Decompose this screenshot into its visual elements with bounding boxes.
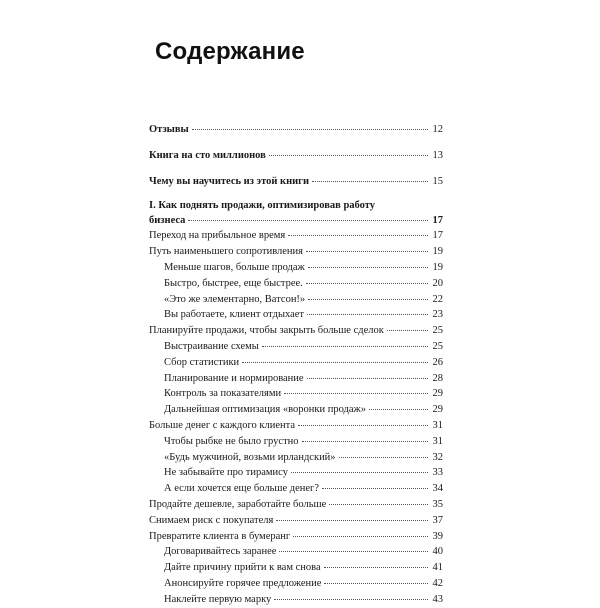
toc-page-number: 39 bbox=[432, 530, 443, 542]
toc-entry[interactable] bbox=[149, 355, 443, 371]
toc-entry[interactable] bbox=[149, 339, 443, 355]
toc-entry-label: Быстро, быстрее, еще быстрее. bbox=[164, 277, 303, 289]
toc-entry[interactable] bbox=[149, 386, 443, 402]
toc-entry[interactable] bbox=[149, 307, 443, 323]
dot-leader bbox=[306, 282, 428, 284]
toc-page-number: 26 bbox=[432, 356, 443, 368]
toc-entry[interactable] bbox=[149, 450, 443, 466]
toc-page-number: 23 bbox=[432, 309, 443, 321]
dot-leader bbox=[322, 487, 428, 489]
toc-entry-label: Планирование и нормирование bbox=[164, 372, 304, 384]
toc-entry[interactable] bbox=[149, 544, 443, 560]
toc-entry-label: Дальнейшая оптимизация «воронки продаж» bbox=[164, 404, 367, 416]
toc-entry-label: Чтобы рыбке не было грустно bbox=[164, 435, 299, 447]
dot-leader bbox=[262, 345, 428, 347]
toc-page-number: 33 bbox=[432, 467, 443, 479]
toc-page-number: 42 bbox=[432, 577, 443, 589]
toc-entry-hundred-million-book[interactable] bbox=[149, 148, 443, 164]
toc-page-number: 12 bbox=[432, 124, 443, 135]
toc-entry-label: Переход на прибыльное время bbox=[149, 230, 286, 242]
dot-leader bbox=[307, 313, 428, 315]
dot-leader bbox=[339, 456, 428, 458]
toc-entry[interactable] bbox=[149, 371, 443, 387]
toc-entry-label: Вы работаете, клиент отдыхает bbox=[164, 309, 305, 321]
toc-entry[interactable] bbox=[149, 418, 443, 434]
toc-entry-label: Договаривайтесь заранее bbox=[164, 546, 277, 558]
toc-entry[interactable] bbox=[149, 560, 443, 576]
dot-leader bbox=[324, 582, 428, 584]
toc-entry[interactable] bbox=[149, 513, 443, 529]
toc-page-number: 31 bbox=[432, 419, 443, 431]
toc-page-number: 34 bbox=[432, 483, 443, 495]
dot-leader bbox=[274, 598, 428, 600]
toc-page-number: 29 bbox=[432, 388, 443, 400]
toc-page-number: 41 bbox=[432, 562, 443, 574]
toc-entry-label: Сбор статистики bbox=[164, 356, 240, 368]
toc-entry[interactable] bbox=[149, 276, 443, 292]
dot-leader bbox=[288, 234, 428, 236]
toc-page-number: 37 bbox=[432, 514, 443, 526]
toc-page-number: 22 bbox=[432, 293, 443, 305]
toc-entry-label: Превратите клиента в бумеранг bbox=[149, 530, 291, 542]
toc-entry-label: Отзывы bbox=[149, 124, 189, 135]
toc-page-number: 40 bbox=[432, 546, 443, 558]
toc-entry-list bbox=[149, 228, 443, 607]
toc-page-number: 43 bbox=[432, 593, 443, 605]
dot-leader bbox=[312, 180, 428, 182]
toc-entry-label: Контроль за показателями bbox=[164, 388, 282, 400]
dot-leader bbox=[307, 377, 428, 379]
toc-page-number: 19 bbox=[432, 246, 443, 258]
page-title: Содержание bbox=[155, 38, 305, 65]
toc-entry-label: Выстраивание схемы bbox=[164, 340, 259, 352]
toc-entry-label: Путь наименьшего сопротивления bbox=[149, 246, 303, 258]
dot-leader bbox=[188, 219, 428, 221]
toc-entry[interactable] bbox=[149, 434, 443, 450]
toc-entry[interactable] bbox=[149, 260, 443, 276]
dot-leader bbox=[369, 408, 428, 410]
toc-entry[interactable] bbox=[149, 292, 443, 308]
toc-page-number: 19 bbox=[432, 261, 443, 273]
toc-entry[interactable] bbox=[149, 465, 443, 481]
dot-leader bbox=[242, 361, 428, 363]
toc-entry-reviews[interactable] bbox=[149, 122, 443, 138]
dot-leader bbox=[302, 440, 428, 442]
toc-entry[interactable] bbox=[149, 481, 443, 497]
toc-entry-what-you-learn[interactable] bbox=[149, 174, 443, 190]
toc-entry[interactable] bbox=[149, 323, 443, 339]
toc-page-number: 31 bbox=[432, 435, 443, 447]
dot-leader bbox=[276, 519, 428, 521]
toc-page-number: 17 bbox=[432, 230, 443, 242]
toc-page-number: 29 bbox=[432, 404, 443, 416]
dot-leader bbox=[269, 154, 428, 156]
toc-entry-label: Продайте дешевле, заработайте больше bbox=[149, 498, 327, 510]
toc-entry[interactable] bbox=[149, 497, 443, 513]
toc-page-number: 32 bbox=[432, 451, 443, 463]
dot-leader bbox=[279, 550, 428, 552]
dot-leader bbox=[308, 266, 428, 268]
toc-entry-label: Анонсируйте горячее предложение bbox=[164, 577, 322, 589]
toc-entry[interactable] bbox=[149, 402, 443, 418]
toc-page-number: 20 bbox=[432, 277, 443, 289]
toc-entry[interactable] bbox=[149, 228, 443, 244]
dot-leader bbox=[387, 329, 428, 331]
toc-entry-label: Больше денег с каждого клиента bbox=[149, 419, 296, 431]
dot-leader bbox=[293, 535, 428, 537]
toc-entry-label: «Будь мужчиной, возьми ирландский» bbox=[164, 451, 336, 463]
toc-page-number: 17 bbox=[432, 215, 443, 227]
toc-entry-label: Снимаем риск с покупателя bbox=[149, 514, 274, 526]
dot-leader bbox=[329, 503, 428, 505]
dot-leader bbox=[298, 424, 428, 426]
toc-entry-label: «Это же элементарно, Ватсон!» bbox=[164, 293, 306, 305]
toc-entry-label: Меньше шагов, больше продаж bbox=[164, 261, 305, 273]
part-heading-line2 bbox=[149, 213, 443, 228]
toc-entry-label: Книга на сто миллионов bbox=[149, 149, 266, 161]
toc-entry[interactable] bbox=[149, 576, 443, 592]
toc-page-number: 25 bbox=[432, 325, 443, 337]
table-of-contents bbox=[149, 122, 443, 608]
toc-entry-label: Чему вы научитесь из этой книги bbox=[149, 175, 310, 187]
dot-leader bbox=[291, 471, 428, 473]
toc-page-number: 15 bbox=[432, 175, 443, 187]
toc-page-number: 28 bbox=[432, 372, 443, 384]
toc-entry[interactable] bbox=[149, 529, 443, 545]
toc-page-number: 13 bbox=[432, 149, 443, 161]
toc-part-heading[interactable] bbox=[149, 199, 443, 228]
toc-entry-label: Наклейте первую марку bbox=[164, 593, 272, 605]
toc-page-number: 35 bbox=[432, 498, 443, 510]
toc-entry-label: Дайте причину прийти к вам снова bbox=[164, 562, 321, 574]
toc-entry[interactable] bbox=[149, 244, 443, 260]
toc-entry-label: Не забывайте про тирамису bbox=[164, 467, 288, 479]
dot-leader bbox=[192, 128, 428, 130]
part-heading-line1: I. Как поднять продажи, оптимизировав работу bbox=[149, 200, 376, 212]
dot-leader bbox=[308, 298, 428, 300]
part-heading-label: бизнеса bbox=[149, 215, 186, 227]
dot-leader bbox=[306, 250, 428, 252]
dot-leader bbox=[324, 566, 428, 568]
toc-entry-label: Планируйте продажи, чтобы закрыть больше сделок bbox=[149, 325, 384, 337]
toc-entry-label: А если хочется еще больше денег? bbox=[164, 483, 320, 495]
toc-page-number: 25 bbox=[432, 340, 443, 352]
dot-leader bbox=[284, 392, 428, 394]
